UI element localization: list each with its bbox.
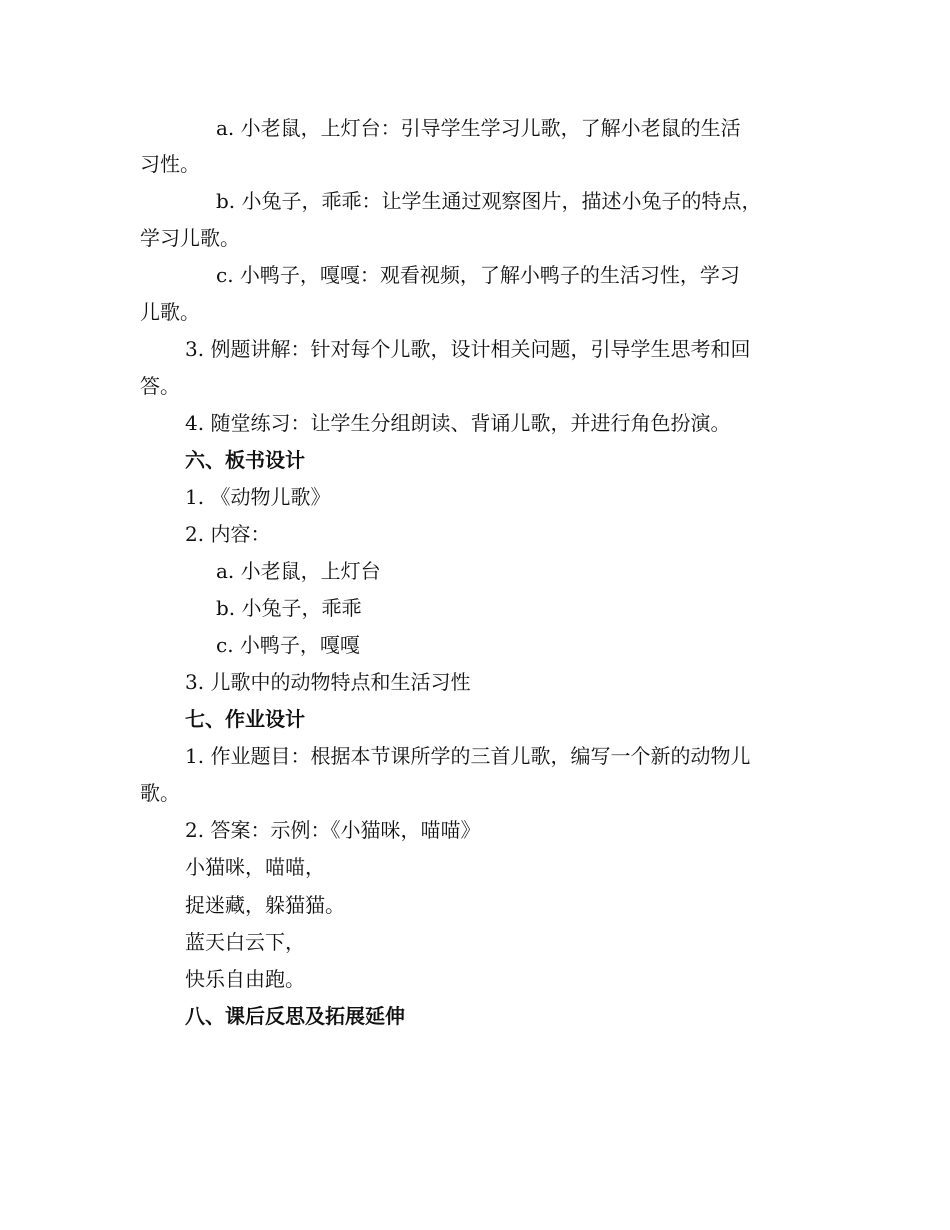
- list-item-4: 4. 随堂练习：让学生分组朗读、背诵儿歌，并进行角色扮演。: [185, 411, 731, 435]
- homework-item-1-line1: 1. 作业题目：根据本节课所学的三首儿歌，编写一个新的动物儿: [185, 744, 751, 768]
- homework-item-2: 2. 答案：示例：《小猫咪，喵喵》: [185, 818, 481, 842]
- poem-line-3: 蓝天白云下，: [185, 930, 305, 954]
- list-item-c-line1: c. 小鸭子，嘎嘎：观看视频，了解小鸭子的生活习性，学习: [216, 263, 740, 287]
- board-item-3: 3. 儿歌中的动物特点和生活习性: [185, 670, 471, 694]
- list-item-a-line1: a. 小老鼠，上灯台：引导学生学习儿歌，了解小老鼠的生活: [216, 116, 741, 140]
- list-item-b-line1: b. 小兔子，乖乖：让学生通过观察图片，描述小兔子的特点，: [216, 189, 762, 213]
- list-item-3-line1: 3. 例题讲解：针对每个儿歌，设计相关问题，引导学生思考和回: [185, 337, 751, 361]
- homework-item-1-line2: 歌。: [140, 781, 180, 805]
- board-sub-a: a. 小老鼠，上灯台: [216, 559, 381, 583]
- board-sub-b: b. 小兔子，乖乖: [216, 596, 362, 620]
- board-item-2: 2. 内容：: [185, 522, 271, 546]
- list-item-c-line2: 儿歌。: [140, 300, 200, 324]
- poem-line-4: 快乐自由跑。: [185, 967, 305, 991]
- list-item-b-line2: 学习儿歌。: [140, 226, 240, 250]
- board-sub-c: c. 小鸭子，嘎嘎: [216, 633, 360, 657]
- poem-line-1: 小猫咪，喵喵，: [185, 855, 325, 879]
- board-item-1: 1. 《动物儿歌》: [185, 485, 331, 509]
- poem-line-2: 捉迷藏，躲猫猫。: [185, 893, 345, 917]
- section-8-heading: 八、课后反思及拓展延伸: [185, 1004, 405, 1028]
- section-6-heading: 六、板书设计: [185, 448, 305, 472]
- section-7-heading: 七、作业设计: [185, 707, 305, 731]
- list-item-3-line2: 答。: [140, 374, 180, 398]
- list-item-a-line2: 习性。: [140, 152, 200, 176]
